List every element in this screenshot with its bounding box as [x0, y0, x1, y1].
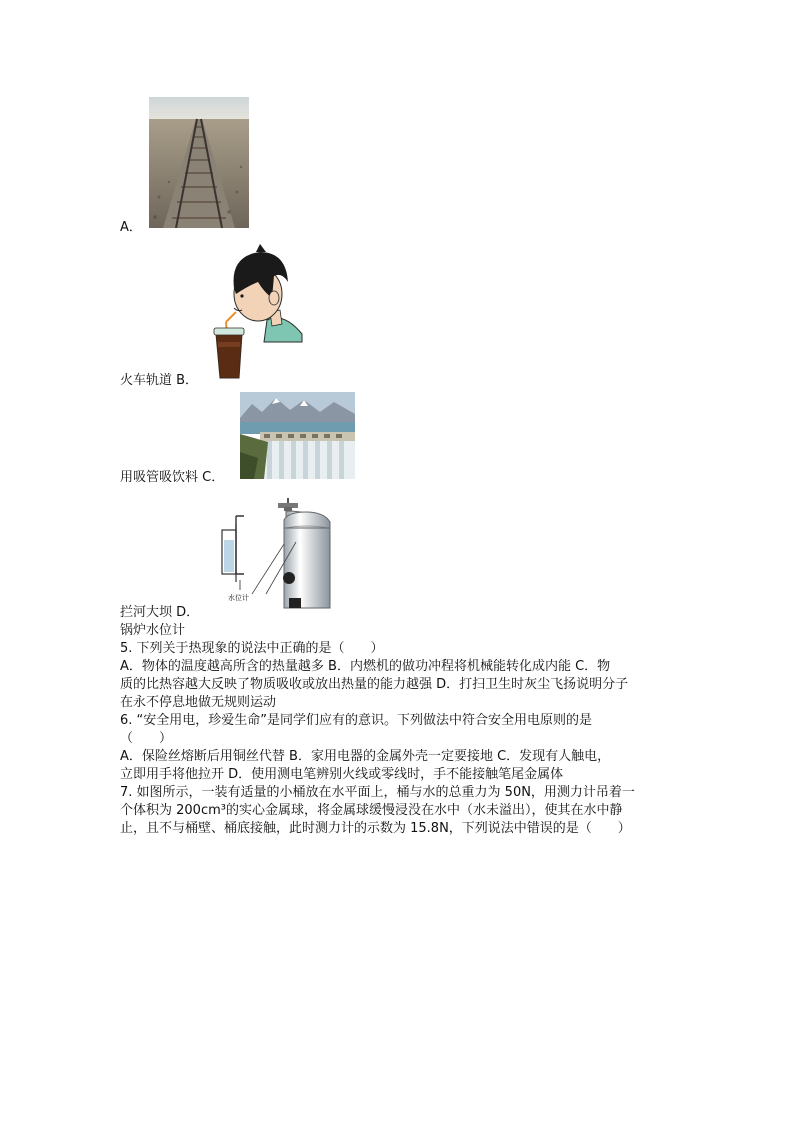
q7-stem-line3: 止，且不与桶壁、桶底接触，此时测力计的示数为 15.8N，下列说法中错误的是（ ）: [120, 821, 631, 836]
boiler-label: 锅炉水位计: [120, 623, 186, 638]
q5-options-line2: 质的比热容越大反映了物质吸收或放出热量的能力越强 D．打扫卫生时灰尘飞扬说明分子: [120, 677, 629, 692]
q6-options-line2: 立即用手将他拉开 D．使用测电笔辨别火线或零线时，手不能接触笔尾金属体: [120, 767, 564, 782]
q6-stem: 6. “安全用电，珍爱生命”是同学们应有的意识。下列做法中符合安全用电原则的是: [120, 713, 593, 728]
q6-answer-parens: （ ）: [120, 731, 173, 746]
dam-image: [240, 392, 355, 479]
railway-track-image: [149, 97, 249, 228]
q5-options-line3: 在永不停息地做无规则运动: [120, 695, 277, 710]
q5-stem: 5. 下列关于热现象的说法中正确的是（ ）: [120, 641, 384, 656]
q6-options-line1: A．保险丝熔断后用铜丝代替 B．家用电器的金属外壳一定要接地 C．发现有人触电，: [120, 749, 611, 764]
q7-stem-line2: 个体积为 200cm³的实心金属球，将金属球缓慢浸没在水中（水未溢出），使其在水中静: [120, 803, 623, 818]
gauge-label: 水位计: [228, 594, 249, 602]
q7-stem-line1: 7. 如图所示，一装有适量的小桶放在水平面上，桶与水的总重力为 50N，用测力计吊着一: [120, 785, 635, 800]
q5-options-line1: A．物体的温度越高所含的热量越多 B．内燃机的做功冲程将机械能转化成内能 C．物: [120, 659, 611, 674]
option-d-label: 拦河大坝 D．: [120, 605, 200, 620]
option-b-label: 火车轨道 B．: [120, 373, 199, 388]
boiler-gauge-diagram: [214, 494, 336, 614]
straw-drinking-image: [212, 242, 304, 380]
option-a-label: A．: [120, 220, 142, 235]
option-c-label: 用吸管吸饮料 C．: [120, 470, 225, 485]
